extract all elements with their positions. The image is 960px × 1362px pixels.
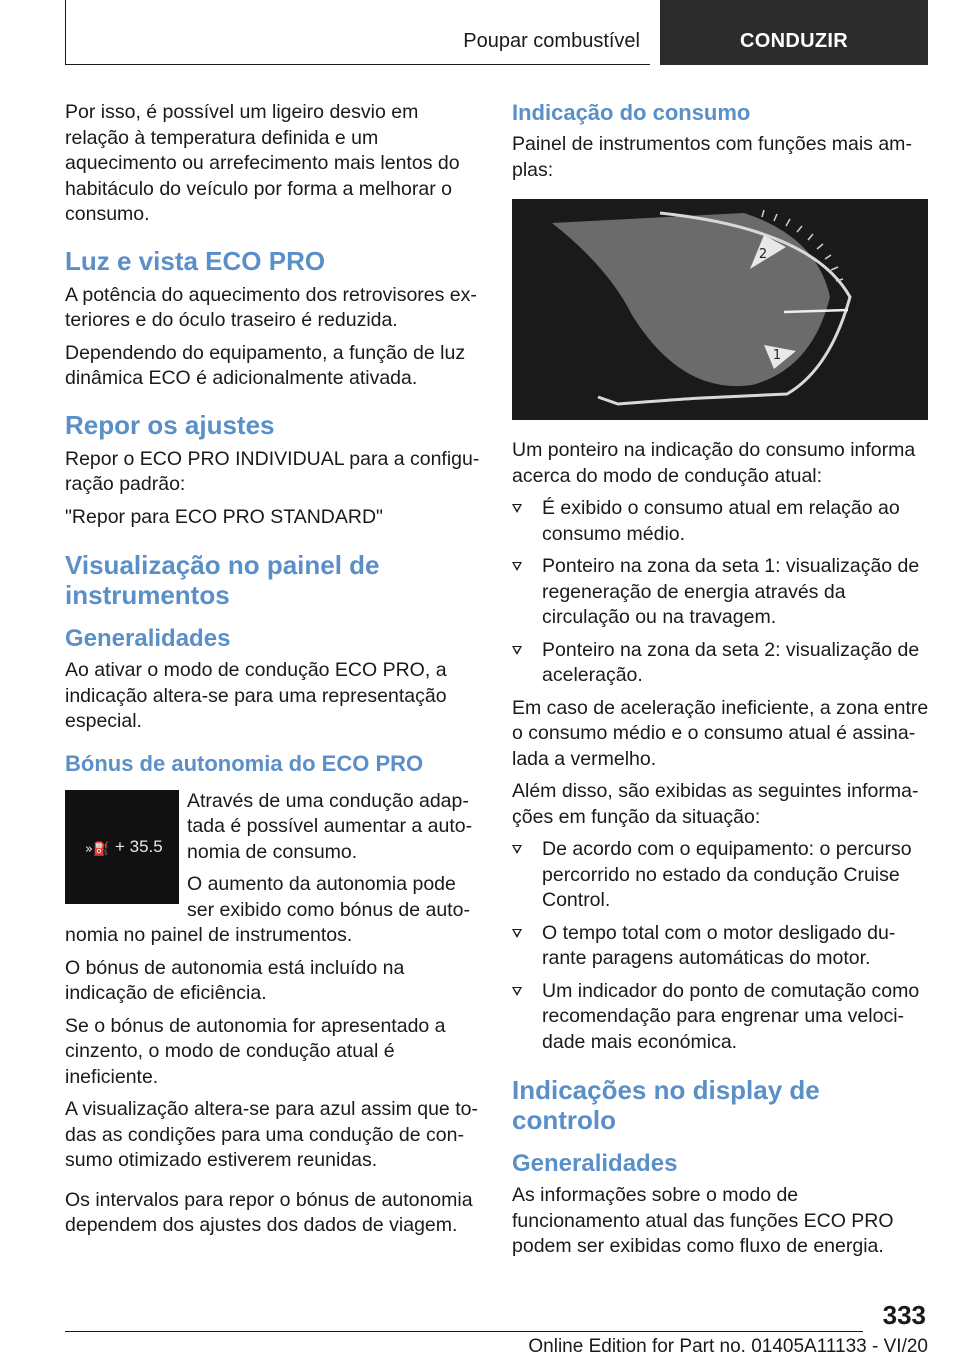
bullet-triangle-icon: [512, 845, 522, 854]
heading-generalidades-2: Generalidades: [512, 1150, 678, 1177]
paragraph: Além disso, são exibidas as seguintes informações em função da situação:: [512, 780, 919, 828]
page-header: [0, 0, 960, 66]
range-bonus-display-image: [65, 790, 179, 904]
paragraph: O bónus de autonomia está incluído na indicação de eficiência.: [65, 956, 405, 1004]
bullet-triangle-icon: [512, 504, 522, 513]
heading-repor: Repor os ajustes: [65, 409, 275, 440]
bullet-list-pointer: [512, 496, 930, 689]
header-left-rule: [65, 0, 66, 64]
consumption-gauge-image: [512, 199, 928, 420]
list-item: É exibido o consumo atual em relação ao consumo médio.: [512, 496, 930, 547]
page-number: 333: [882, 1300, 926, 1330]
paragraph: As informações sobre o modo de funcionamento atual das funções ECO PRO podem ser exibidas como fluxo de energia.: [512, 1184, 894, 1257]
paragraph: A potência do aquecimento dos retrovisores exteriores e do óculo traseiro é reduzida.: [65, 283, 477, 331]
heading-bonus: Bónus de autonomia do ECO PRO: [65, 750, 424, 776]
list-item: O tempo total com o motor desligado durante paragens automáticas do motor.: [512, 921, 930, 972]
list-item: Ponteiro na zona da seta 2: visualização de aceleração.: [512, 638, 930, 689]
heading-display-controlo: Indicações no display de controlo: [512, 1075, 820, 1135]
paragraph: A visualização altera-se para azul assim que todas as condições para uma condução de consumo otimizado estiverem reunidas.: [65, 1098, 478, 1171]
paragraph: Repor o ECO PRO INDIVIDUAL para a configuração padrão:: [65, 447, 480, 495]
paragraph: Se o bónus de autonomia for apresentado a cinzento, o modo de condução atual é ineficiente.: [65, 1014, 446, 1088]
list-item: Um indicador do ponto de comutação como recomendação para engrenar uma velocidade mais económica.: [512, 979, 930, 1056]
heading-indicacao-consumo: Indicação do consumo: [512, 100, 751, 125]
paragraph: O aumento da autonomia pode ser exibido como bónus de autonomia no painel de instrumentos.: [65, 873, 470, 946]
paragraph: Ao ativar o modo de condução ECO PRO, a indicação altera-se para uma representação especial.: [65, 659, 447, 732]
list-item: De acordo com o equipamento: o percurso percorrido no estado da condução Cruise Control.: [512, 837, 930, 914]
heading-visualizacao: Visualização no painel de instrumentos: [65, 550, 380, 610]
bullet-list-info: [512, 837, 930, 1055]
paragraph: Dependendo do equipamento, a função de luz dinâmica ECO é adicionalmente ativada.: [65, 341, 466, 389]
footer-rule: [65, 1331, 863, 1332]
bullet-triangle-icon: [512, 987, 522, 996]
paragraph: Os intervalos para repor o bónus de autonomia dependem dos ajustes dos dados de viagem.: [65, 1188, 473, 1236]
fuel-pump-icon: »⛽: [85, 841, 110, 857]
paragraph: Em caso de aceleração ineficiente, a zona entre o consumo médio e o consumo atual é assinalada a vermelho.: [512, 696, 929, 770]
header-bottom-rule: [65, 64, 650, 65]
edition-footer: Online Edition for Part no. 01405A11133 - VI/20: [528, 1336, 928, 1357]
paragraph: Através de uma condução adaptada é possível aumentar a autonomia de consumo.: [187, 789, 473, 863]
paragraph: Um ponteiro na indicação do consumo informa acerca do modo de condução atual:: [512, 439, 916, 487]
svg-text:2: 2: [758, 247, 768, 262]
svg-text:1: 1: [772, 348, 782, 363]
intro-paragraph: Por isso, é possível um ligeiro desvio em relação à temperatura definida e um aquecimento ou arrefecimento mais lentos do habitáculo do veículo por forma a melhorar o consumo.: [65, 101, 460, 225]
right-column: [512, 100, 930, 1267]
heading-generalidades: Generalidades: [65, 625, 231, 652]
paragraph: "Repor para ECO PRO STANDARD": [65, 505, 383, 528]
heading-luz-vista: Luz e vista ECO PRO: [65, 245, 326, 276]
header-chapter-tab: CONDUZIR: [660, 0, 928, 65]
bullet-triangle-icon: [512, 562, 522, 571]
left-column: [65, 100, 480, 1246]
range-bonus-value: + 35.5: [115, 836, 163, 856]
bullet-triangle-icon: [512, 929, 522, 938]
list-item: Ponteiro na zona da seta 1: visualização de regeneração de energia através da circulação ou na travagem.: [512, 554, 930, 631]
bullet-triangle-icon: [512, 646, 522, 655]
header-section-title: Poupar combustível: [463, 30, 640, 52]
paragraph: Painel de instrumentos com funções mais amplas:: [512, 133, 912, 181]
